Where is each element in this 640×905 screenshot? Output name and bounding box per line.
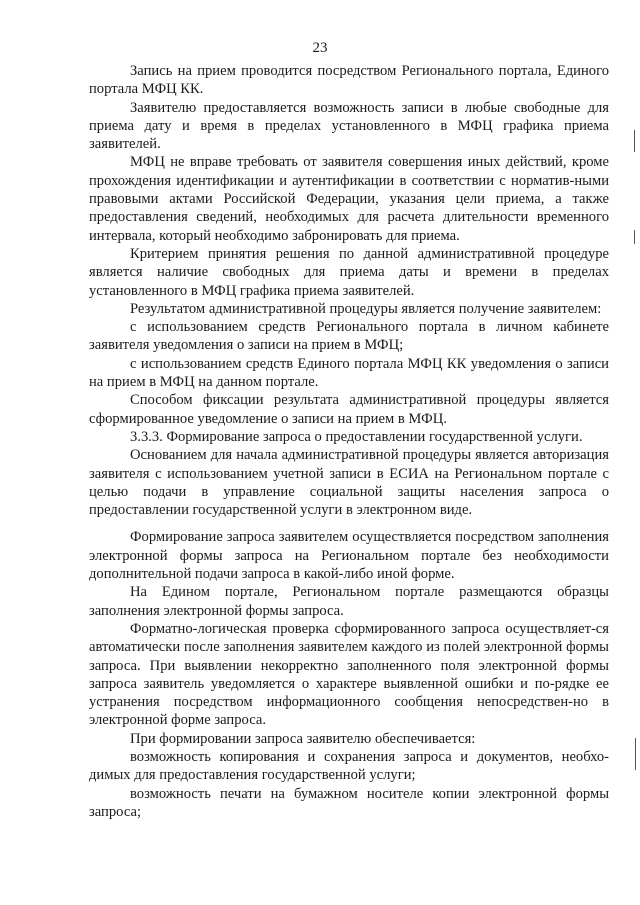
scan-artifact bbox=[634, 130, 635, 152]
section-heading: 3.3.3. Формирование запроса о предоставлении государственной услуги. bbox=[130, 428, 583, 445]
scan-artifact bbox=[634, 230, 635, 244]
paragraph: Результатом административной процедуры является получение заявителем: bbox=[130, 300, 602, 317]
paragraph: возможность печати на бумажном носителе копии электронной формы запроса; bbox=[89, 785, 609, 820]
paragraph: с использованием средств Регионального портала в личном кабинете заявителя уведомления о записи на прием в МФЦ; bbox=[89, 319, 609, 354]
document-body bbox=[89, 62, 609, 821]
paragraph: Запись на прием проводится посредством Регионального портала, Единого портала МФЦ КК. bbox=[89, 63, 609, 98]
paragraph: МФЦ не вправе требовать от заявителя совершения иных действий, кроме прохождения идентификации и аутентификации в соответствии с норматив-ными правовыми актами Российской Федерации, указания цели приема, а также предоставления сведений, необходимых для расчета длительности временного интервала, который необходимо забронировать для приема. bbox=[89, 154, 609, 244]
paragraph: Заявителю предоставляется возможность записи в любые свободные для приема дату и время в пределах установленного в МФЦ графика приема заявителей. bbox=[89, 99, 609, 153]
paragraph: Формирование запроса заявителем осуществляется посредством заполнения электронной формы запроса на Региональном портале без необходимости дополнительной подачи запроса в какой-либо иной форме. bbox=[89, 529, 609, 583]
paragraph: При формировании запроса заявителю обеспечивается: bbox=[130, 730, 476, 747]
paragraph: возможность копирования и сохранения запроса и документов, необхо-димых для предоставления государственной услуги; bbox=[89, 748, 609, 784]
paragraph: На Едином портале, Региональном портале размещаются образцы заполнения электронной формы запроса. bbox=[89, 584, 609, 619]
scan-artifact bbox=[635, 738, 636, 770]
paragraph: Основанием для начала административной процедуры является авторизация заявителя с использованием учетной записи в ЕСИА на Региональном портале с целью подачи в управление социальной защиты населения запроса о предоставлении государственной услуги в электронном виде. bbox=[89, 447, 609, 519]
paragraph: Форматно-логическая проверка сформированного запроса осуществляет-ся автоматически после заполнения заявителем каждого из полей электронной формы запроса. При выявлении некорректно заполненного поля электронной формы запроса заявитель уведомляется о характере выявленной ошибки и по-рядке ее устранения посредством информационного сообщения непосредствен-но в электронной форме запроса. bbox=[89, 620, 609, 729]
paragraph: с использованием средств Единого портала МФЦ КК уведомления о записи на прием в МФЦ на данном портале. bbox=[89, 355, 609, 391]
page-number: 23 bbox=[312, 40, 328, 56]
paragraph: Способом фиксации результата административной процедуры является сформированное уведомление о записи на прием в МФЦ. bbox=[89, 392, 609, 427]
paragraph: Критерием принятия решения по данной административной процедуре является наличие свободных для приема даты и времени в пределах установленного в МФЦ графика приема заявителей. bbox=[89, 245, 609, 299]
